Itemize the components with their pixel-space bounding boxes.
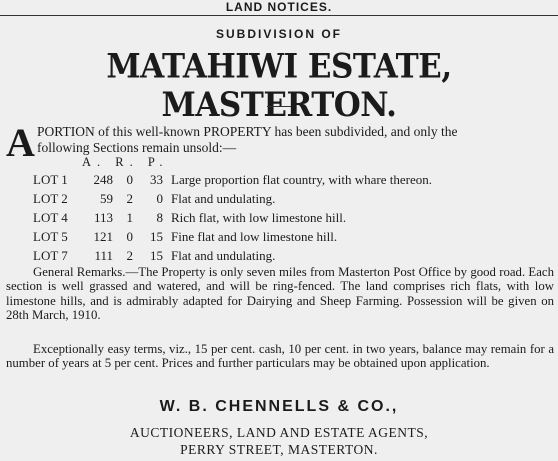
lot-number: LOT 5 [33, 229, 68, 244]
drop-cap: A [6, 120, 35, 165]
column-headings: A. R. P. [82, 155, 169, 169]
lot-perches: 15 [150, 229, 163, 244]
lot-roods: 0 [126, 229, 133, 244]
lot-roods: 2 [126, 191, 133, 206]
lot-acres: 113 [93, 210, 113, 225]
lot-acres: 121 [93, 229, 113, 244]
lot-perches: 0 [156, 191, 163, 206]
table-row [33, 191, 533, 210]
lot-perches: 15 [150, 248, 163, 263]
title-divider [267, 106, 291, 107]
lot-roods: 1 [126, 210, 133, 225]
lot-roods: 2 [126, 248, 133, 263]
terms-paragraph: Exceptionally easy terms, viz., 15 per cent. cash, 10 per cent. in two years, balance may remain for a number of years at 5 per cent. Prices and further particulars may be obtained upon application. [6, 342, 554, 371]
section-header: LAND NOTICES. [225, 0, 333, 14]
table-row [33, 210, 533, 229]
lot-roods: 0 [126, 172, 133, 187]
lot-acres: 111 [94, 248, 113, 263]
lot-description: Flat and undulating. [171, 248, 276, 263]
firm-name: W. B. CHENNELLS & CO., [159, 398, 399, 415]
lot-description: Large proportion flat country, with whare thereon. [171, 172, 432, 187]
lot-number: LOT 7 [33, 248, 68, 263]
lot-perches: 8 [156, 210, 163, 225]
intro-text-line-2: following Sections remain unsold:— [37, 140, 237, 155]
lot-acres: 248 [93, 172, 113, 187]
lot-description: Flat and undulating. [171, 191, 276, 206]
intro-text-line-1: PORTION of this well-known PROPERTY has been subdivided, and only the [37, 124, 458, 139]
lot-acres: 59 [100, 191, 113, 206]
lot-description: Rich flat, with low limestone hill. [171, 210, 347, 225]
notice-subtitle: SUBDIVISION OF [215, 27, 342, 41]
table-row [33, 229, 533, 248]
lot-description: Fine flat and low limestone hill. [171, 229, 338, 244]
notice-title: MATAHIWI ESTATE, MASTERTON. [106, 47, 452, 125]
lot-number: LOT 2 [33, 191, 68, 206]
general-remarks-paragraph: General Remarks.—The Property is only seven miles from Masterton Post Office by good road. Each section is well grassed and watered, and will be ring-fenced. The land comprises rich flats, with low limestone hills, and is admirably adapted for Dairying and Sheep Farming. Possession will be given on 28th March, 1910. [6, 265, 554, 323]
lot-perches: 33 [150, 172, 163, 187]
lot-number: LOT 4 [33, 210, 68, 225]
firm-address: PERRY STREET, MASTERTON. [180, 442, 378, 457]
lot-number: LOT 1 [33, 172, 68, 187]
table-row [33, 172, 533, 191]
header-rule [0, 15, 558, 16]
lot-table [33, 172, 533, 267]
firm-description: AUCTIONEERS, LAND AND ESTATE AGENTS, [129, 425, 429, 440]
